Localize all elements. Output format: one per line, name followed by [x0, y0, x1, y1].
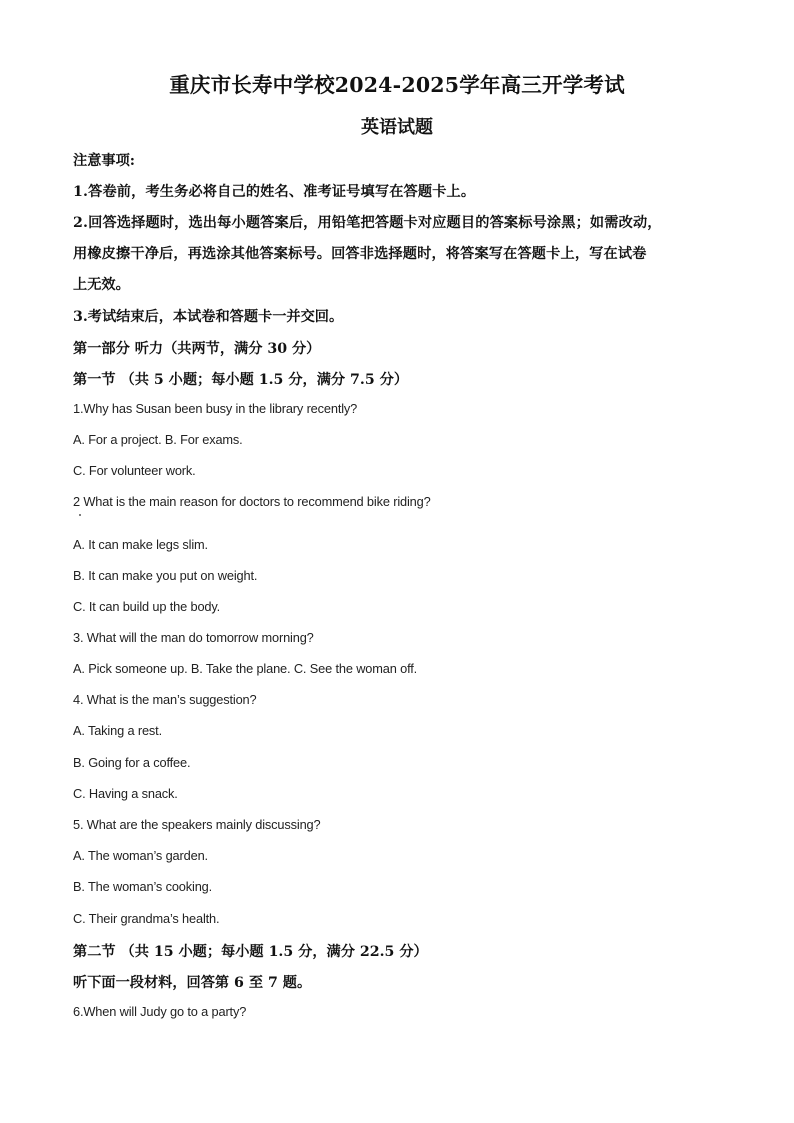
question-1: 1.Why has Susan been busy in the library recently? — [73, 401, 358, 416]
section2-heading: 第二节 （共 15 小题；每小题 1.5 分，满分 22.5 分） — [73, 944, 428, 960]
question-4-option-c: C. Having a snack. — [73, 786, 178, 801]
section2-instruction: 听下面一段材料，回答第 6 至 7 题。 — [73, 975, 312, 991]
question-5: 5. What are the speakers mainly discussing? — [73, 817, 321, 832]
notes-heading: 注意事项: — [73, 153, 135, 169]
exam-subtitle: 英语试题 — [361, 117, 433, 138]
question-6: 6.When will Judy go to a party? — [73, 1004, 247, 1019]
question-5-option-c: C. Their grandma’s health. — [73, 911, 220, 926]
question-1-option-line-1: A. For a project. B. For exams. — [73, 432, 243, 447]
exam-title: 重庆市长寿中学校2024-2025学年高三开学考试 — [169, 73, 625, 97]
notes-item-2-line-1: 2.回答选择题时，选出每小题答案后，用铅笔把答题卡对应题目的答案标号涂黑；如需改动， — [73, 215, 662, 231]
notes-item-1: 1.答卷前，考生务必将自己的姓名、准考证号填写在答题卡上。 — [73, 184, 476, 200]
question-2-option-a: A. It can make legs slim. — [73, 537, 208, 552]
question-5-option-b: B. The woman’s cooking. — [73, 879, 213, 894]
question-1-option-line-2: C. For volunteer work. — [73, 463, 196, 478]
notes-item-2-line-2: 用橡皮擦干净后，再选涂其他答案标号。回答非选择题时，将答案写在答题卡上，写在试卷 — [73, 246, 647, 262]
question-4-option-a: A. Taking a rest. — [73, 723, 162, 738]
question-3: 3. What will the man do tomorrow morning? — [73, 630, 314, 645]
question-2-option-c: C. It can build up the body. — [73, 599, 221, 614]
section1-heading: 第一节 （共 5 小题；每小题 1.5 分，满分 7.5 分） — [73, 372, 409, 388]
question-4: 4. What is the man’s suggestion? — [73, 692, 257, 707]
notes-item-3: 3.考试结束后，本试卷和答题卡一并交回。 — [73, 309, 344, 325]
part1-heading: 第一部分 听力（共两节，满分 30 分） — [73, 341, 321, 357]
question-2: 2 What is the main reason for doctors to recommend bike riding? — [73, 494, 431, 509]
question-3-options: A. Pick someone up. B. Take the plane. C. See the woman off. — [73, 661, 418, 676]
question-4-option-b: B. Going for a coffee. — [73, 755, 191, 770]
notes-item-2-line-3: 上无效。 — [73, 277, 130, 293]
question-2-option-b: B. It can make you put on weight. — [73, 568, 258, 583]
stray-dot-mark — [79, 514, 81, 516]
question-5-option-a: A. The woman’s garden. — [73, 848, 208, 863]
